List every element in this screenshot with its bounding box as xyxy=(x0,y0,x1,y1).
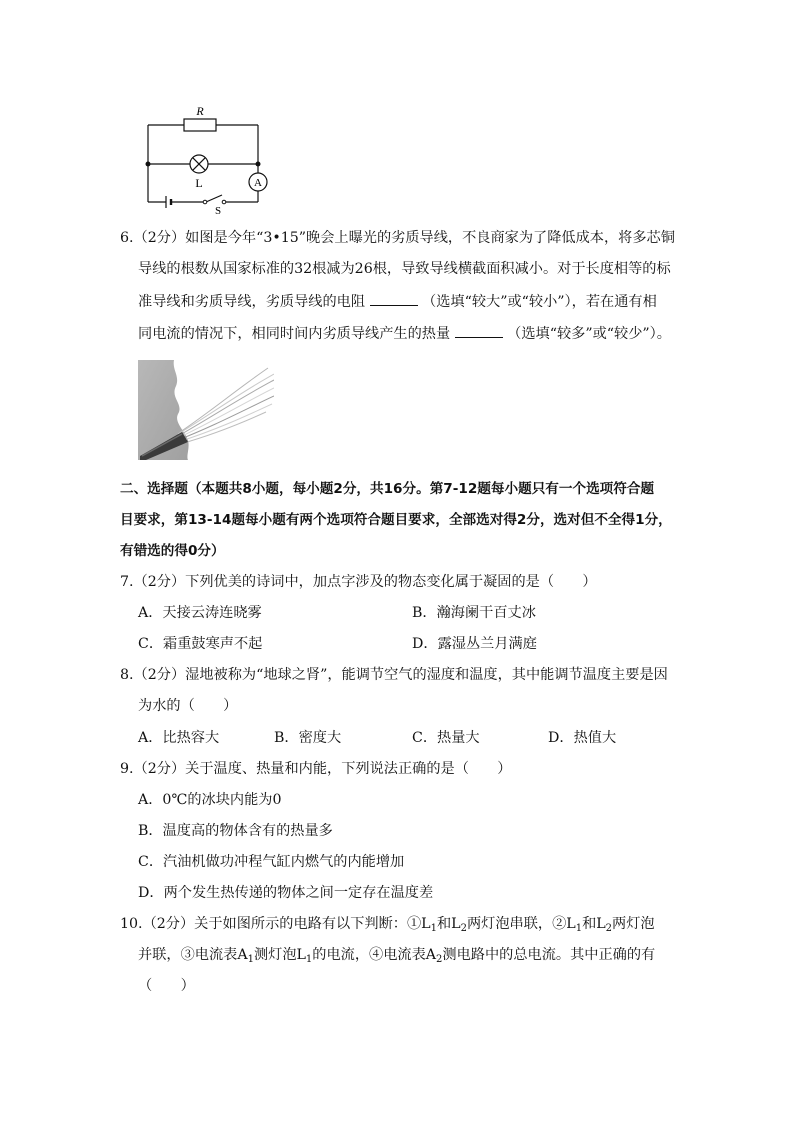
switch-label: S xyxy=(214,205,222,217)
q6-line3: 准导线和劣质导线，劣质导线的电阻 （选填“较大”或“较小”），若在通有相 xyxy=(138,291,657,312)
q9-option-a: A．0℃的冰块内能为0 xyxy=(138,792,282,808)
q8-option-a: A．比热容大 xyxy=(138,730,220,746)
resistor-label: R xyxy=(196,104,204,118)
q9-option-d: D．两个发生热传递的物体之间一定存在温度差 xyxy=(138,885,434,901)
answer-blank xyxy=(370,291,418,306)
q10-stem-line2: 并联，③电流表$A_1$测灯泡$L_1$的电流，④电流表$A_2$测电路中的总电流。其中正确的有 xyxy=(138,947,656,965)
q10-stem-line1: 10.（2分）关于如图所示的电路有以下判断：$①L_1$和$L_2$两灯泡串联，$②L_1$和$L_2$两灯泡 xyxy=(120,916,655,934)
q9-option-c: C．汽油机做功冲程气缸内燃气的内能增加 xyxy=(138,854,405,870)
q8-option-c: C．热量大 xyxy=(412,730,480,746)
section-heading-line2: 目要求，第13-14题每小题有两个选项符合题目要求，全部选对得2分，选对但不全得1分， xyxy=(120,512,672,528)
switch-blade xyxy=(206,195,222,202)
q7-option-c: C．霜重鼓寒声不起 xyxy=(138,636,263,652)
section-heading-line3: 有错选的得0分） xyxy=(120,543,225,559)
q8-stem-line2: 为水的（ ） xyxy=(138,698,238,714)
circuit-diagram xyxy=(138,102,278,217)
q7-option-a: A．天接云涛连晓雾 xyxy=(138,605,262,621)
q9-stem: 9.（2分）关于温度、热量和内能，下列说法正确的是（ ） xyxy=(120,761,512,777)
q7-option-d: D．露湿丛兰月满庭 xyxy=(412,636,537,652)
inferior-wire-photo xyxy=(138,360,274,460)
q6-line2: 导线的根数从国家标准的32根减为26根，导致导线横截面积减小。对于长度相等的标 xyxy=(138,261,671,277)
q7-stem: 7.（2分）下列优美的诗词中，加点字涉及的物态变化属于凝固的是（ ） xyxy=(120,574,597,590)
q10-stem-line3: （ ） xyxy=(138,978,195,994)
answer-blank xyxy=(455,323,503,338)
resistor-symbol xyxy=(184,119,216,131)
lamp-label: L xyxy=(195,176,203,190)
q8-option-b: B．密度大 xyxy=(274,730,342,746)
q8-option-d: D．热值大 xyxy=(548,730,617,746)
q6-line4: 同电流的情况下，相同时间内劣质导线产生的热量 （选填“较多”或“较少”）。 xyxy=(138,323,671,344)
q9-option-b: B．温度高的物体含有的热量多 xyxy=(138,823,333,839)
ammeter-label: A xyxy=(254,177,262,189)
q6-line1: 6.（2分）如图是今年“3•15”晚会上曝光的劣质导线，不良商家为了降低成本，将多芯铜 xyxy=(120,230,675,246)
section-heading-line1: 二、选择题（本题共8小题，每小题2分，共16分。第7-12题每小题只有一个选项符合题 xyxy=(120,481,655,497)
q8-stem-line1: 8.（2分）湿地被称为“地球之肾”，能调节空气的湿度和温度，其中能调节温度主要是因 xyxy=(120,667,668,683)
q7-option-b: B．瀚海阑干百丈冰 xyxy=(412,605,536,621)
